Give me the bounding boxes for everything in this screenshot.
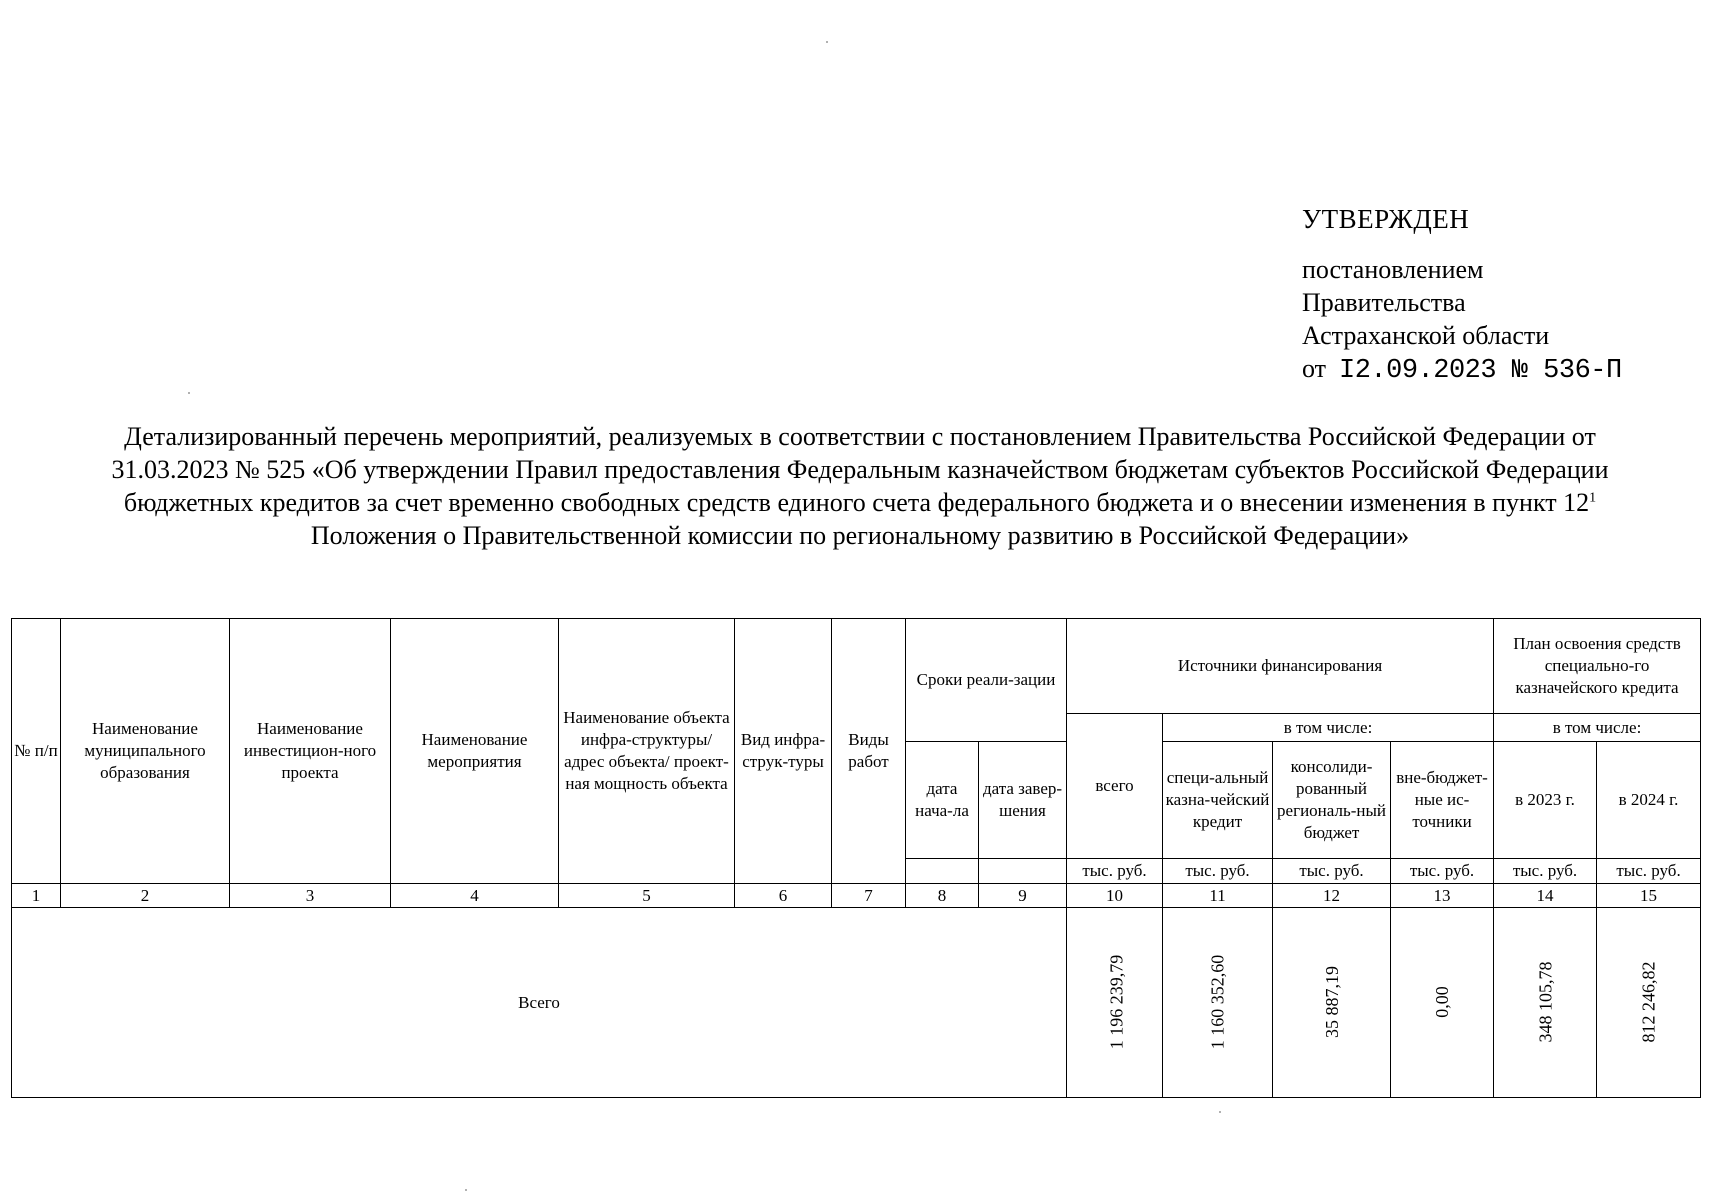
col-number-12: 12 [1273, 884, 1391, 908]
col-number-14: 14 [1494, 884, 1597, 908]
approval-number: I2.09.2023 № 536-П [1339, 356, 1622, 386]
col-number-1: 1 [12, 884, 61, 908]
document-title-part-2: Положения о Правительственной комиссии по региональному развитию в Российской Федерации» [310, 521, 1410, 550]
header-sources: Источники финансирования [1067, 619, 1494, 714]
header-work-types: Виды работ [832, 619, 906, 884]
col-number-3: 3 [230, 884, 391, 908]
total-value-cell-14 [1494, 908, 1597, 1098]
header-special-credit: специ-альный казна-чейский кредит [1163, 742, 1273, 859]
document-title-superscript: 1 [1589, 490, 1597, 506]
total-value-regional-budget: 35 887,19 [1321, 966, 1342, 1038]
approval-from-prefix: от [1302, 354, 1327, 383]
header-infra-type: Вид инфра-струк-туры [735, 619, 832, 884]
unit-col-15: тыс. руб. [1597, 859, 1701, 884]
total-label: Всего [12, 908, 1067, 1098]
header-start-date: дата нача-ла [906, 742, 979, 859]
col-number-5: 5 [559, 884, 735, 908]
unit-col-11: тыс. руб. [1163, 859, 1273, 884]
col-number-6: 6 [735, 884, 832, 908]
total-value-cell-13 [1391, 908, 1494, 1098]
header-2023: в 2023 г. [1494, 742, 1597, 859]
header-municipality: Наименование муниципального образования [61, 619, 230, 884]
total-value-cell-15 [1597, 908, 1701, 1098]
table-row-total [12, 908, 1701, 1098]
col-number-10: 10 [1067, 884, 1163, 908]
header-end-date: дата завер-шения [979, 742, 1067, 859]
header-offbudget: вне-бюджет-ные ис-точники [1391, 742, 1494, 859]
header-plan: План освоения средств специально-го казначейского кредита [1494, 619, 1701, 714]
total-value-special-credit: 1 160 352,60 [1207, 954, 1228, 1050]
approval-date-line [1302, 352, 1682, 388]
col-number-7: 7 [832, 884, 906, 908]
col-number-15: 15 [1597, 884, 1701, 908]
header-terms: Сроки реали-зации [906, 619, 1067, 742]
total-value-all: 1 196 239,79 [1106, 954, 1127, 1050]
header-regional-budget: консолиди-рованный региональ-ный бюджет [1273, 742, 1391, 859]
scan-speck [188, 392, 190, 394]
document-title [80, 420, 1640, 552]
header-including: в том числе: [1163, 714, 1494, 742]
total-value-cell-11 [1163, 908, 1273, 1098]
header-event: Наименование мероприятия [391, 619, 559, 884]
approval-heading: УТВЕРЖДЕН [1302, 204, 1470, 234]
total-value-2023: 348 105,78 [1535, 961, 1556, 1043]
header-unit-empty-8 [906, 859, 979, 884]
header-unit-empty-9 [979, 859, 1067, 884]
header-project: Наименование инвестицион-ного проекта [230, 619, 391, 884]
col-number-9: 9 [979, 884, 1067, 908]
unit-col-13: тыс. руб. [1391, 859, 1494, 884]
events-table [11, 618, 1701, 1098]
col-number-13: 13 [1391, 884, 1494, 908]
col-number-8: 8 [906, 884, 979, 908]
approval-block [1302, 203, 1682, 388]
col-number-4: 4 [391, 884, 559, 908]
col-number-11: 11 [1163, 884, 1273, 908]
document-title-part-1: Детализированный перечень мероприятий, реализуемых в соответствии с постановлением Правительства Российской Федерации от 31.03.2023 № 525 «Об утверждении Правил предоставления Федеральным казначейством бюджетам субъектов Российской Федерации бюджетных кредитов за счет временно свободных средств единого счета федерального бюджета и о внесении изменения в пункт 12 [111, 422, 1609, 517]
unit-col-14: тыс. руб. [1494, 859, 1597, 884]
scan-speck [826, 41, 828, 43]
header-object: Наименование объекта инфра-структуры/ адрес объекта/ проект-ная мощность объекта [559, 619, 735, 884]
header-total: всего [1067, 714, 1163, 859]
unit-col-12: тыс. руб. [1273, 859, 1391, 884]
total-value-offbudget: 0,00 [1432, 986, 1453, 1018]
approval-line-1: постановлением [1302, 255, 1484, 284]
total-value-2024: 812 246,82 [1638, 961, 1659, 1043]
col-number-2: 2 [61, 884, 230, 908]
header-2024: в 2024 г. [1597, 742, 1701, 859]
approval-line-3: Астраханской области [1302, 321, 1550, 350]
scan-speck [465, 1189, 467, 1191]
total-value-cell-12 [1273, 908, 1391, 1098]
approval-line-2: Правительства [1302, 288, 1466, 317]
total-value-cell-10 [1067, 908, 1163, 1098]
unit-col-10: тыс. руб. [1067, 859, 1163, 884]
scan-speck [1219, 1111, 1221, 1113]
header-plan-including: в том числе: [1494, 714, 1701, 742]
header-num: № п/п [12, 619, 61, 884]
